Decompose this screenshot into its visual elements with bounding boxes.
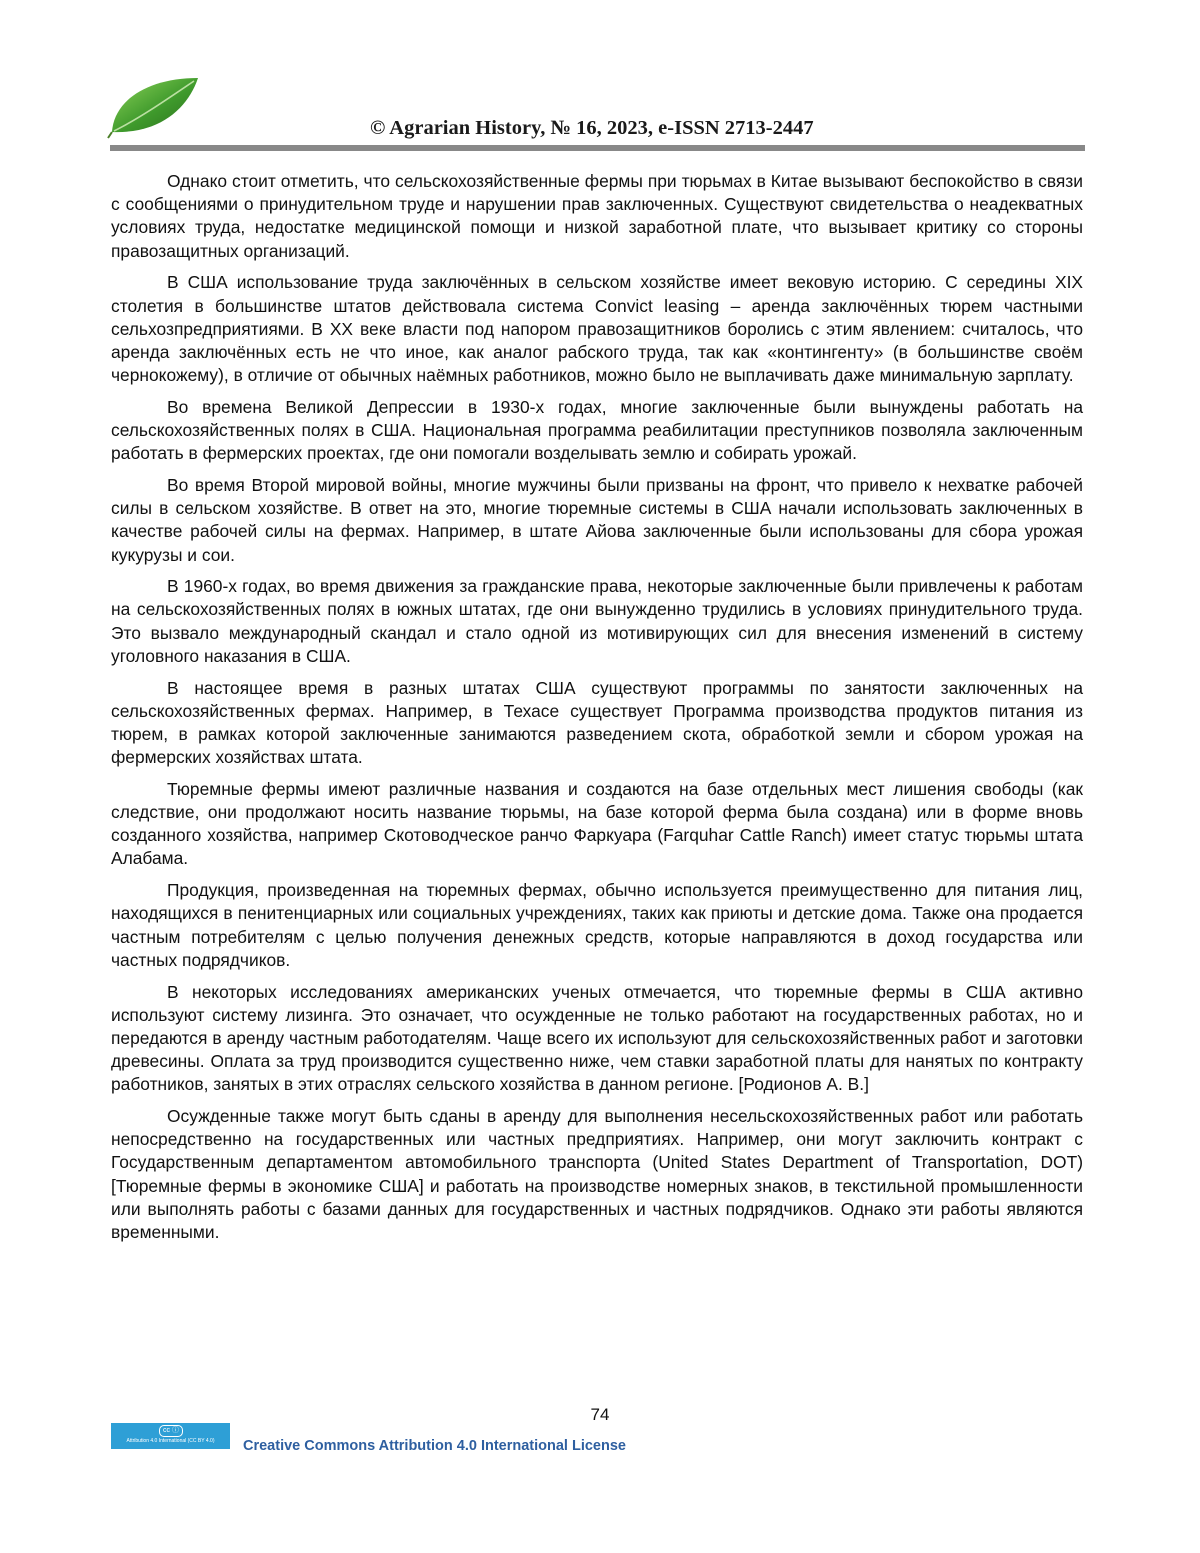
paragraph: Во времена Великой Депрессии в 1930-х годах, многие заключенные были вынуждены работать на сельскохозяйственных полях в США. Национальная программа реабилитации преступников позволяла заключенным работать в фермерских проектах, где они помогали возделывать землю и собирать урожай.: [111, 396, 1083, 464]
paragraph: Тюремные фермы имеют различные названия и создаются на базе отдельных мест лишения свободы (как следствие, они продолжают носить название тюрьмы, на базе которой ферма была создана) или в форме вновь созданного хозяйства, например Скотоводческое ранчо Фаркуара (Farquhar Cattle Ranch) имеет статус тюрьмы штата Алабама.: [111, 778, 1083, 869]
journal-title: © Agrarian History, № 16, 2023, e-ISSN 2713-2447: [370, 117, 814, 139]
article-body: [111, 170, 1083, 1253]
paragraph: Во время Второй мировой войны, многие мужчины были призваны на фронт, что привело к нехватке рабочей силы в сельском хозяйстве. В ответ на это, многие тюремные системы в США начали использовать заключенных в качестве рабочей силы на фермах. Например, в штате Айова заключенные были использованы для сбора урожая кукурузы и сои.: [111, 474, 1083, 565]
paragraph: В некоторых исследованиях американских ученых отмечается, что тюремные фермы в США активно используют систему лизинга. Это означает, что осужденные не только работают на государственных работах, но и передаются в аренду частным работодателям. Чаще всего их используют для сельскохозяйственных работ и заготовки древесины. Оплата за труд производится существенно ниже, чем ставки заработной платы для нанятых по контракту работников, занятых в этих отраслях сельского хозяйства в данном регионе. [Родионов А. В.]: [111, 981, 1083, 1095]
paragraph: Однако стоит отметить, что сельскохозяйственные фермы при тюрьмах в Китае вызывают беспокойство в связи с сообщениями о принудительном труде и нарушении прав заключенных. Существуют свидетельства о неадекватных условиях труда, недостатке медицинской помощи и низкой заработной плате, что вызывает критику со стороны правозащитных организаций.: [111, 171, 1083, 261]
page-number: 74: [590, 1405, 610, 1424]
leaf-logo-icon: [106, 72, 202, 140]
header-divider: [110, 145, 1085, 151]
cc-license-badge[interactable]: [111, 1423, 230, 1449]
paragraph: Осужденные также могут быть сданы в аренду для выполнения несельскохозяйственных работ или работать непосредственно на государственных или частных предприятиях. Например, они могут заключить контракт с Государственным департаментом автомобильного транспорта (United States Department of Transportation, DOT) [Тюремные фермы в экономике США] и работать на производстве номерных знаков, в текстильной промышленности или выполнять работы с базами данных для государственных и частных подрядчиков. Однако эти работы являются временными.: [111, 1106, 1083, 1243]
cc-logo-icon: cc ⓘ: [159, 1425, 183, 1437]
paragraph: В 1960-х годах, во время движения за гражданские права, некоторые заключенные были привлечены к работам на сельскохозяйственных полях в южных штатах, где они вынужденно трудились в условиях принудительного труда. Это вызвало международный скандал и стало одной из мотивирующих сил для внесения изменений в систему уголовного наказания в США.: [111, 576, 1083, 666]
paragraph: В настоящее время в разных штатах США существуют программы по занятости заключенных на сельскохозяйственных фермах. Например, в Техасе существует Программа производства продуктов питания из тюрем, в рамках которой заключенные занимаются разведением скота, обработкой земли и сбором урожая на фермерских хозяйствах штата.: [111, 677, 1083, 768]
cc-badge-text: Attribution 4.0 International (CC BY 4.0): [126, 1438, 215, 1444]
paragraph: Продукция, произведенная на тюремных фермах, обычно используется преимущественно для питания лиц, находящихся в пенитенциарных или социальных учреждениях, таких как приюты и детские дома. Также она продается частным потребителям с целью получения денежных средств, которые направляются в доход государства или частных подрядчиков.: [111, 880, 1083, 970]
license-link[interactable]: Creative Commons Attribution 4.0 International License: [243, 1438, 626, 1454]
paragraph: В США использование труда заключённых в сельском хозяйстве имеет вековую историю. С середины XIX столетия в большинстве штатов действовала система Convict leasing – аренда заключённых тюрем частными сельхозпредприятиями. В XX веке власти под напором правозащитников боролись с этим явлением: считалось, что аренда заключённых есть не что иное, как аналог рабского труда, так как «контингенту» (в большинстве своём чернокожему), в отличие от обычных наёмных работников, можно было не выплачивать даже минимальную зарплату.: [111, 272, 1083, 386]
